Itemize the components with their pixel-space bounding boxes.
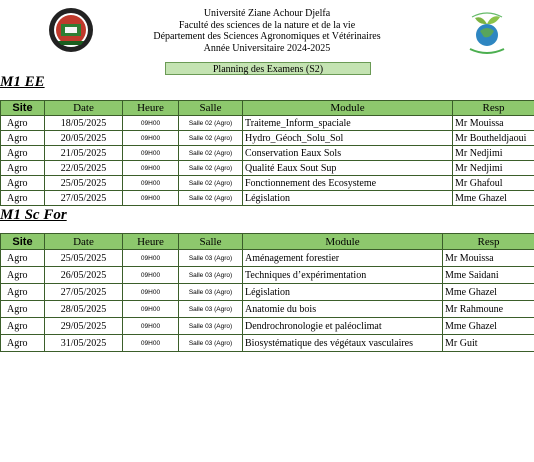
room-cell: Salle 02 (Agro)	[179, 116, 243, 131]
module-cell: Anatomie du bois	[243, 301, 443, 318]
column-header-date: Date	[45, 234, 123, 250]
exam-table-m1-sc-for	[0, 233, 534, 352]
module-cell: Législation	[243, 191, 453, 206]
date-cell: 21/05/2025	[45, 146, 123, 161]
time-cell: 09H00	[123, 284, 179, 301]
resp-cell: Mr Mouissa	[443, 250, 534, 267]
department-name: Département des Sciences Agronomiques et Vétérinaires	[153, 31, 381, 42]
table-row	[1, 161, 534, 176]
column-header-module: Module	[243, 101, 453, 116]
site-cell: Agro	[1, 250, 45, 267]
time-cell: 09H00	[123, 146, 179, 161]
date-cell: 26/05/2025	[45, 267, 123, 284]
section-title-m1-sc-for: M1 Sc For	[0, 207, 67, 223]
date-cell: 27/05/2025	[45, 284, 123, 301]
date-cell: 25/05/2025	[45, 176, 123, 191]
date-cell: 31/05/2025	[45, 335, 123, 352]
room-cell: Salle 02 (Agro)	[179, 161, 243, 176]
table-header-row	[1, 234, 534, 250]
column-header-date: Date	[45, 101, 123, 116]
module-cell: Techniques d’expérimentation	[243, 267, 443, 284]
table-header-row	[1, 101, 534, 116]
module-cell: Traiteme_Inform_spaciale	[243, 116, 453, 131]
table-row	[1, 116, 534, 131]
room-cell: Salle 02 (Agro)	[179, 146, 243, 161]
date-cell: 27/05/2025	[45, 191, 123, 206]
resp-cell: Mr Guit	[443, 335, 534, 352]
module-cell: Conservation Eaux Sols	[243, 146, 453, 161]
module-cell: Fonctionnement des Ecosysteme	[243, 176, 453, 191]
time-cell: 09H00	[123, 250, 179, 267]
resp-cell: Mme Ghazel	[443, 284, 534, 301]
date-cell: 29/05/2025	[45, 318, 123, 335]
table-row	[1, 146, 534, 161]
column-header-heure: Heure	[123, 234, 179, 250]
resp-cell: Mr Nedjimi	[453, 146, 534, 161]
room-cell: Salle 02 (Agro)	[179, 176, 243, 191]
date-cell: 25/05/2025	[45, 250, 123, 267]
site-cell: Agro	[1, 335, 45, 352]
room-cell: Salle 03 (Agro)	[179, 318, 243, 335]
table-row	[1, 301, 534, 318]
module-cell: Aménagement forestier	[243, 250, 443, 267]
site-cell: Agro	[1, 284, 45, 301]
time-cell: 09H00	[123, 191, 179, 206]
table-row	[1, 191, 534, 206]
site-cell: Agro	[1, 146, 45, 161]
table-row	[1, 176, 534, 191]
date-cell: 18/05/2025	[45, 116, 123, 131]
time-cell: 09H00	[123, 131, 179, 146]
table-row	[1, 250, 534, 267]
room-cell: Salle 03 (Agro)	[179, 301, 243, 318]
column-header-resp: Resp	[443, 234, 534, 250]
site-cell: Agro	[1, 191, 45, 206]
table-row	[1, 318, 534, 335]
date-cell: 28/05/2025	[45, 301, 123, 318]
room-cell: Salle 03 (Agro)	[179, 284, 243, 301]
site-cell: Agro	[1, 116, 45, 131]
column-header-salle: Salle	[179, 101, 243, 116]
time-cell: 09H00	[123, 267, 179, 284]
site-cell: Agro	[1, 131, 45, 146]
date-cell: 20/05/2025	[45, 131, 123, 146]
academic-year: Année Universitaire 2024-2025	[203, 42, 331, 54]
resp-cell: Mr Boutheldjaoui	[453, 131, 534, 146]
column-header-site: Site	[1, 101, 45, 116]
resp-cell: Mme Saidani	[443, 267, 534, 284]
resp-cell: Mr Nedjimi	[453, 161, 534, 176]
exam-table-m1-ee	[0, 100, 534, 206]
exam-planning-banner: Planning des Examens (S2)	[165, 62, 371, 75]
column-header-heure: Heure	[123, 101, 179, 116]
site-cell: Agro	[1, 161, 45, 176]
university-name: Université Ziane Achour Djelfa	[203, 8, 331, 19]
resp-cell: Mr Ghafoul	[453, 176, 534, 191]
section-title-m1-ee: M1 EE	[0, 74, 45, 90]
column-header-resp: Resp	[453, 101, 534, 116]
room-cell: Salle 03 (Agro)	[179, 250, 243, 267]
table-row	[1, 284, 534, 301]
room-cell: Salle 03 (Agro)	[179, 267, 243, 284]
faculty-name: Faculté des sciences de la nature et de la vie	[178, 19, 356, 31]
time-cell: 09H00	[123, 116, 179, 131]
time-cell: 09H00	[123, 161, 179, 176]
site-cell: Agro	[1, 301, 45, 318]
room-cell: Salle 02 (Agro)	[179, 131, 243, 146]
time-cell: 09H00	[123, 176, 179, 191]
resp-cell: Mr Mouissa	[453, 116, 534, 131]
table-row	[1, 335, 534, 352]
module-cell: Biosystématique des végétaux vasculaires	[243, 335, 443, 352]
module-cell: Qualité Eaux Sout Sup	[243, 161, 453, 176]
module-cell: Dendrochronologie et paléoclimat	[243, 318, 443, 335]
site-cell: Agro	[1, 267, 45, 284]
resp-cell: Mr Rahmoune	[443, 301, 534, 318]
time-cell: 09H00	[123, 335, 179, 352]
column-header-module: Module	[243, 234, 443, 250]
document-header	[0, 8, 534, 54]
column-header-site: Site	[1, 234, 45, 250]
room-cell: Salle 03 (Agro)	[179, 335, 243, 352]
table-row	[1, 267, 534, 284]
site-cell: Agro	[1, 318, 45, 335]
room-cell: Salle 02 (Agro)	[179, 191, 243, 206]
module-cell: Hydro_Géoch_Solu_Sol	[243, 131, 453, 146]
site-cell: Agro	[1, 176, 45, 191]
date-cell: 22/05/2025	[45, 161, 123, 176]
table-row	[1, 131, 534, 146]
module-cell: Législation	[243, 284, 443, 301]
column-header-salle: Salle	[179, 234, 243, 250]
resp-cell: Mme Ghazel	[443, 318, 534, 335]
time-cell: 09H00	[123, 301, 179, 318]
resp-cell: Mme Ghazel	[453, 191, 534, 206]
time-cell: 09H00	[123, 318, 179, 335]
